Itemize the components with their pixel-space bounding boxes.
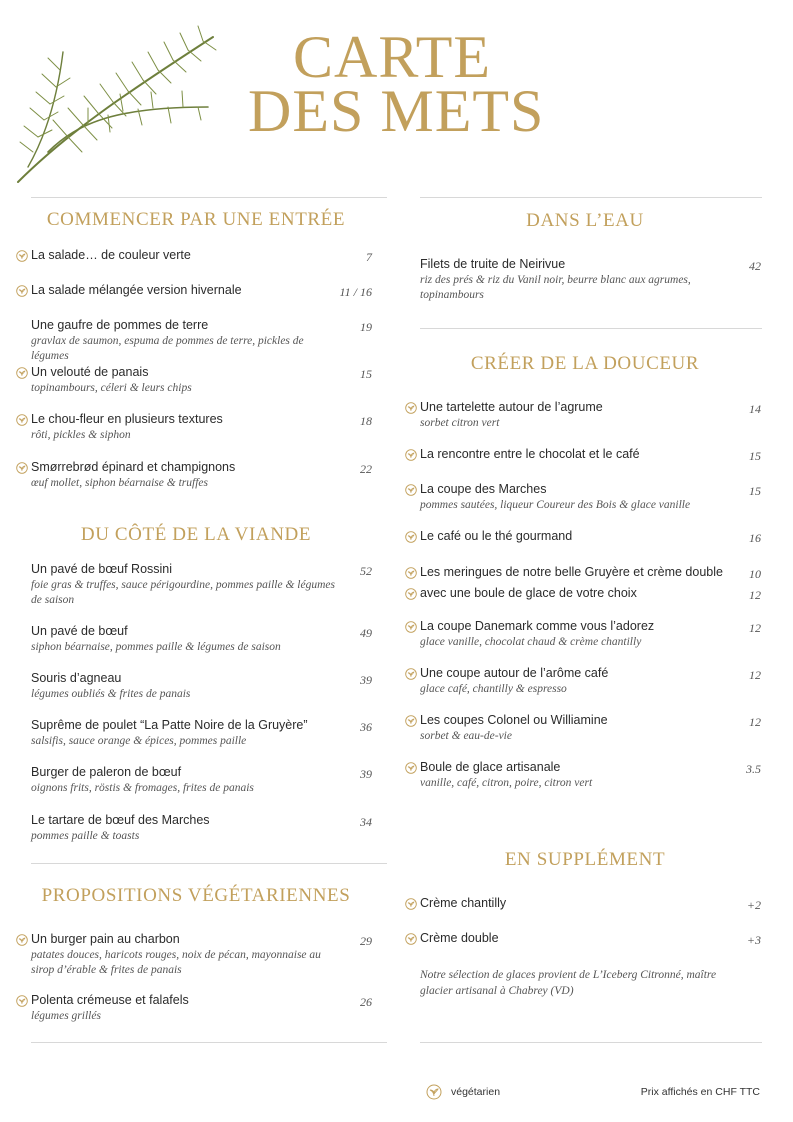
vegetarian-icon xyxy=(16,249,28,261)
vegetarian-icon xyxy=(16,366,28,378)
menu-item-description: siphon béarnaise, pommes paille & légumes de saison xyxy=(31,641,281,653)
page-title xyxy=(248,24,568,144)
vegetarian-icon xyxy=(405,530,417,542)
menu-item-price: 12 xyxy=(749,715,761,729)
menu-item-name: Suprême de poulet “La Patte Noire de la Gruyère” xyxy=(31,718,308,732)
menu-item-name: Un pavé de bœuf Rossini xyxy=(31,562,173,576)
menu-item-price: 11 / 16 xyxy=(339,285,372,299)
menu-item-name: Un velouté de panais xyxy=(31,365,149,379)
vegetarian-icon xyxy=(405,448,417,460)
divider xyxy=(420,328,762,329)
menu-item-price: +2 xyxy=(746,898,761,912)
prices-note: Prix affichés en CHF TTC xyxy=(640,1086,760,1098)
menu-item-name: La salade… de couleur verte xyxy=(31,248,191,262)
section-title-supplement: EN SUPPLÉMENT xyxy=(504,849,666,870)
title-line-1: CARTE xyxy=(293,24,492,90)
menu-item-name: Le café ou le thé gourmand xyxy=(420,529,573,543)
menu-item-price: 10 xyxy=(749,567,761,581)
menu-item-description: riz des prés & riz du Vanil noir, beurre blanc aux agrumes, topinambours xyxy=(420,274,691,301)
menu-item-description: topinambours, céleri & leurs chips xyxy=(31,382,192,394)
menu-item-price: 42 xyxy=(749,259,761,273)
menu-item-name: Burger de paleron de bœuf xyxy=(31,765,182,779)
menu-item-price: 52 xyxy=(360,564,372,578)
vegetarian-icon xyxy=(405,483,417,495)
menu-item-price: 12 xyxy=(749,668,761,682)
menu-item-name: avec une boule de glace de votre choix xyxy=(420,586,637,600)
menu-item-name: Smørrebrød épinard et champignons xyxy=(31,460,236,474)
vegetarian-icon xyxy=(405,401,417,413)
menu-item-price: 18 xyxy=(360,414,372,428)
menu-item-description: légumes grillés xyxy=(31,1010,101,1022)
menu-item-description: salsifis, sauce orange & épices, pommes paille xyxy=(31,735,247,747)
menu-item-description: légumes oubliés & frites de panais xyxy=(31,688,191,700)
vegetarian-icon xyxy=(405,587,417,599)
vegetarian-icon xyxy=(16,284,28,296)
vegetarian-icon xyxy=(16,413,28,425)
ice-cream-note: Notre sélection de glaces provient de L’Iceberg Citronné, maître glacier artisanal à Chabrey (VD) xyxy=(420,969,717,997)
menu-item-name: Crème double xyxy=(420,931,499,945)
menu-item-description: patates douces, haricots rouges, noix de pécan, mayonnaise au sirop d’érable & frites de panais xyxy=(31,949,321,976)
menu-item-name: Crème chantilly xyxy=(420,896,507,910)
vegetarian-icon xyxy=(426,1084,442,1100)
menu-item-name: Les coupes Colonel ou Williamine xyxy=(420,713,608,727)
vegetarian-icon xyxy=(16,933,28,945)
menu-item-price: 15 xyxy=(749,449,761,463)
menu-item-description: pommes paille & toasts xyxy=(31,830,140,842)
menu-item-price: 16 xyxy=(749,531,761,545)
menu-item-price: 34 xyxy=(360,815,372,829)
menu-item-name: La coupe des Marches xyxy=(420,482,547,496)
menu-item-price: 19 xyxy=(360,320,372,334)
section-title-eau: DANS L’EAU xyxy=(526,210,644,231)
menu-item-price: 29 xyxy=(360,934,372,948)
section-title-viande: DU CÔTÉ DE LA VIANDE xyxy=(80,524,312,545)
divider xyxy=(420,197,762,198)
pine-branch-illustration xyxy=(8,12,230,187)
menu-item-name: Boule de glace artisanale xyxy=(420,760,561,774)
menu-item-name: Une gaufre de pommes de terre xyxy=(31,318,209,332)
menu-item-price: 49 xyxy=(360,626,372,640)
menu-item-price: 15 xyxy=(360,367,372,381)
menu-item-description: oignons frits, röstis & fromages, frites de panais xyxy=(31,782,254,794)
menu-item-name: La coupe Danemark comme vous l’adorez xyxy=(420,619,655,633)
vegetarian-icon xyxy=(405,897,417,909)
divider xyxy=(31,197,387,198)
vegetarian-icon xyxy=(16,461,28,473)
menu-item-price: 36 xyxy=(360,720,372,734)
section-title-entrees: COMMENCER PAR UNE ENTRÉE xyxy=(46,209,346,230)
menu-item-name: Filets de truite de Neirivue xyxy=(420,257,566,271)
menu-item-description: glace café, chantilly & espresso xyxy=(420,683,567,695)
menu-item-description: sorbet & eau-de-vie xyxy=(420,730,512,742)
menu-item-price: 14 xyxy=(749,402,761,416)
divider xyxy=(31,863,387,864)
menu-item-name: Polenta crémeuse et falafels xyxy=(31,993,189,1007)
menu-item-price: 39 xyxy=(360,673,372,687)
vegetarian-icon xyxy=(16,994,28,1006)
vegetarian-icon xyxy=(405,667,417,679)
menu-item-price: 12 xyxy=(749,621,761,635)
menu-item-price: 7 xyxy=(366,250,372,264)
menu-item-name: Le tartare de bœuf des Marches xyxy=(31,813,210,827)
menu-item-description: rôti, pickles & siphon xyxy=(31,429,131,441)
menu-item-name: La salade mélangée version hivernale xyxy=(31,283,242,297)
section-title-douceur: CRÉER DE LA DOUCEUR xyxy=(470,353,700,374)
title-line-2: DES METS xyxy=(248,78,545,144)
vegetarian-icon xyxy=(405,566,417,578)
divider xyxy=(420,1042,762,1043)
vegetarian-icon xyxy=(405,714,417,726)
menu-item-price: +3 xyxy=(746,933,761,947)
vegetarian-icon xyxy=(405,620,417,632)
menu-item-price: 3.5 xyxy=(746,762,761,776)
menu-item-name: Un pavé de bœuf xyxy=(31,624,128,638)
menu-item-name: Une tartelette autour de l’agrume xyxy=(420,400,603,414)
menu-item-price: 39 xyxy=(360,767,372,781)
menu-item-name: Les meringues de notre belle Gruyère et crème double xyxy=(420,565,723,579)
section-title-vegetariennes: PROPOSITIONS VÉGÉTARIENNES xyxy=(41,885,351,906)
menu-item-description: foie gras & truffes, sauce périgourdine, pommes paille & légumes de saison xyxy=(31,579,335,606)
menu-item-price: 12 xyxy=(749,588,761,602)
divider xyxy=(31,1042,387,1043)
menu-item-description: œuf mollet, siphon béarnaise & truffes xyxy=(31,477,208,489)
menu-item-description: pommes sautées, liqueur Coureur des Bois & glace vanille xyxy=(420,499,691,511)
menu-item-name: Un burger pain au charbon xyxy=(31,932,180,946)
menu-item-name: Souris d’agneau xyxy=(31,671,122,685)
vegetarian-icon xyxy=(405,932,417,944)
menu-item-description: sorbet citron vert xyxy=(420,417,500,429)
vegetarian-legend-label: végétarien xyxy=(451,1086,501,1098)
menu-item-name: La rencontre entre le chocolat et le café xyxy=(420,447,640,461)
menu-item-description: glace vanille, chocolat chaud & crème chantilly xyxy=(420,636,642,648)
menu-item-description: gravlax de saumon, espuma de pommes de terre, pickles de légumes xyxy=(31,335,304,362)
vegetarian-icon xyxy=(405,761,417,773)
menu-item-name: Le chou-fleur en plusieurs textures xyxy=(31,412,223,426)
menu-item-price: 15 xyxy=(749,484,761,498)
menu-item-price: 22 xyxy=(360,462,372,476)
menu-item-name: Une coupe autour de l’arôme café xyxy=(420,666,609,680)
menu-item-price: 26 xyxy=(360,995,372,1009)
menu-item-description: vanille, café, citron, poire, citron vert xyxy=(420,777,593,789)
